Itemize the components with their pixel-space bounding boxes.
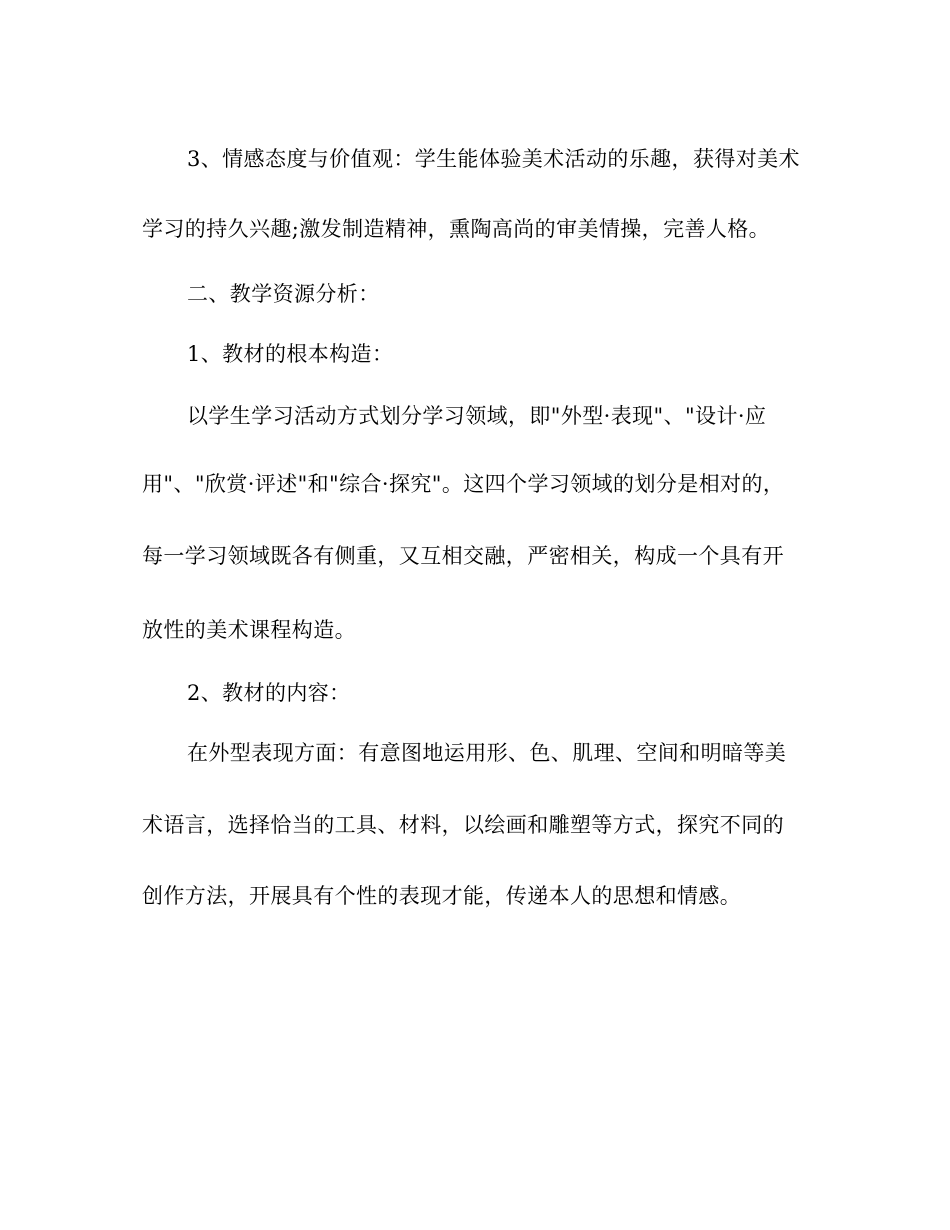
paragraph-line: 术语言，选择恰当的工具、材料，以绘画和雕塑等方式，探究不同的: [142, 813, 784, 837]
paragraph-line: 用"、"欣赏·评述"和"综合·探究"。这四个学习领域的划分是相对的，: [142, 472, 785, 496]
paragraph-line: 3、情感态度与价值观：学生能体验美术活动的乐趣，获得对美术: [187, 147, 800, 171]
paragraph-line: 在外型表现方面：有意图地运用形、色、肌理、空间和明暗等美: [187, 741, 787, 765]
paragraph-line: 每一学习领域既各有侧重，又互相交融，严密相关，构成一个具有开: [142, 544, 784, 568]
section-heading: 二、教学资源分析：: [187, 282, 380, 306]
subsection-heading: 1、教材的根本构造：: [187, 342, 394, 366]
paragraph-line: 放性的美术课程构造。: [142, 618, 356, 642]
paragraph-line: 创作方法，开展具有个性的表现才能，传递本人的思想和情感。: [142, 884, 742, 908]
paragraph-line: 学习的持久兴趣;激发制造精神，熏陶高尚的审美情操，完善人格。: [142, 217, 771, 241]
subsection-heading: 2、教材的内容：: [187, 681, 351, 705]
paragraph-line: 以学生学习活动方式划分学习领域，即"外型·表现"、"设计·应: [187, 404, 767, 428]
